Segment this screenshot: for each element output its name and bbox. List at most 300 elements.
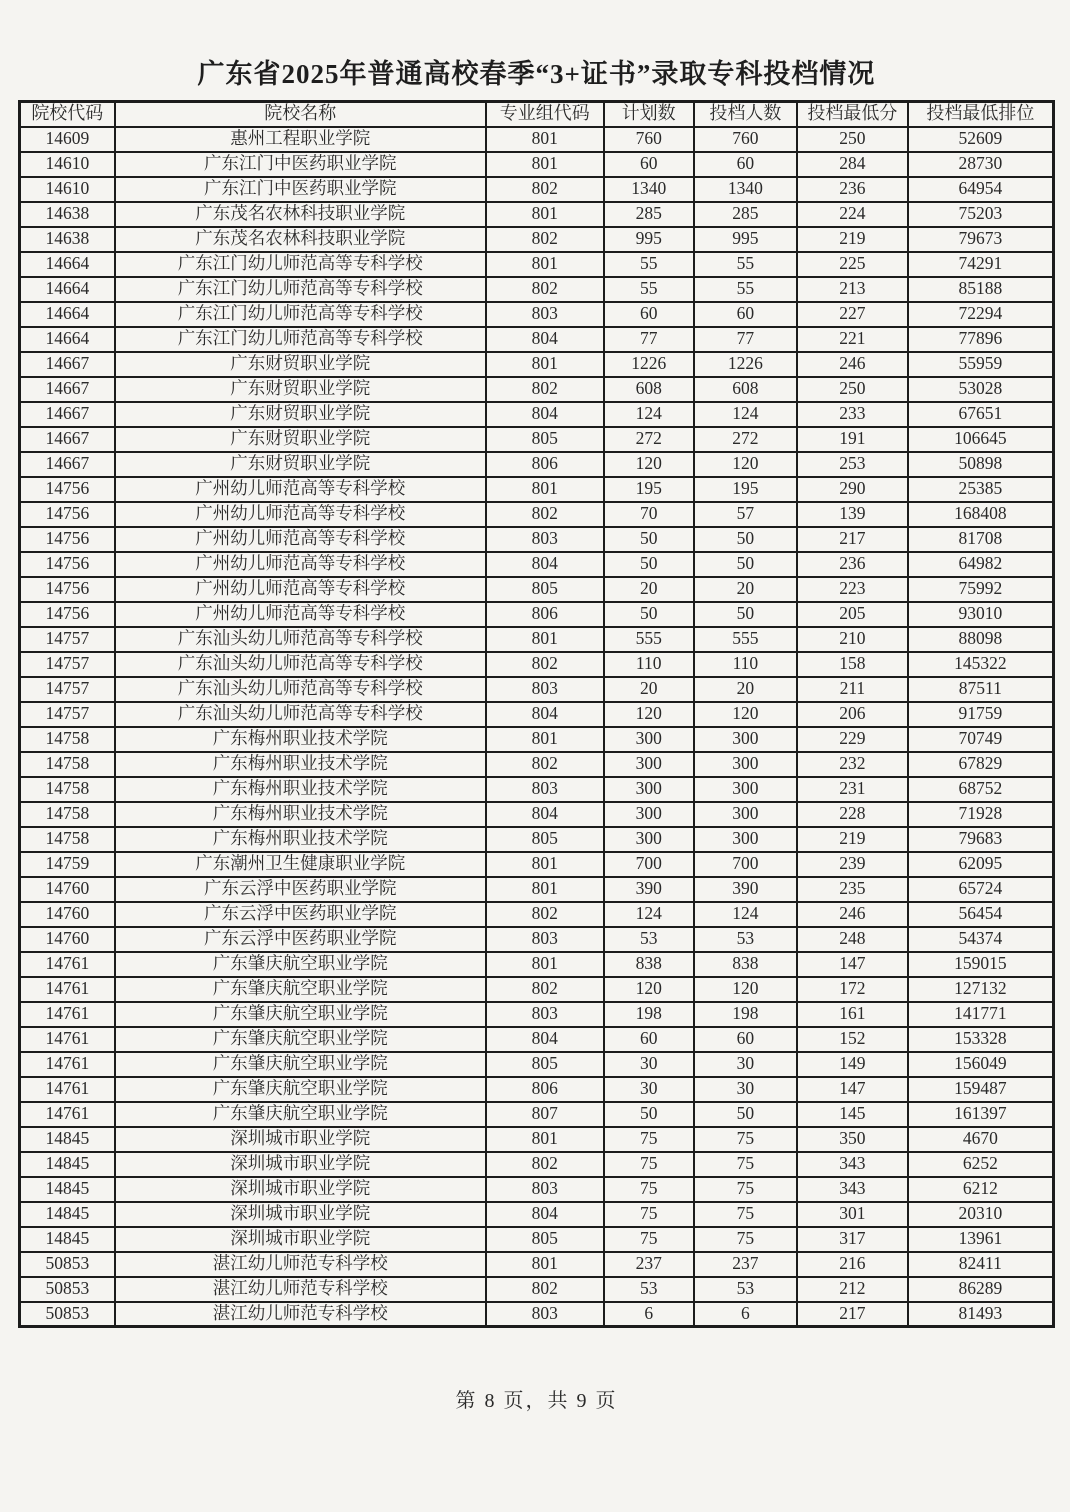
table-cell: 159487 [908,1077,1054,1102]
table-cell: 65724 [908,877,1054,902]
table-cell: 804 [486,327,604,352]
table-cell: 湛江幼儿师范专科学校 [115,1277,486,1302]
table-cell: 广东财贸职业学院 [115,352,486,377]
table-cell: 75203 [908,202,1054,227]
table-cell: 广东江门幼儿师范高等专科学校 [115,277,486,302]
table-cell: 广东江门中医药职业学院 [115,177,486,202]
table-cell: 804 [486,1202,604,1227]
table-cell: 14756 [20,502,115,527]
table-cell: 湛江幼儿师范专科学校 [115,1252,486,1277]
table-cell: 608 [604,377,694,402]
table-cell: 804 [486,1027,604,1052]
table-row [20,777,1054,802]
table-cell: 231 [797,777,908,802]
table-row [20,1002,1054,1027]
table-cell: 广东肇庆航空职业学院 [115,1102,486,1127]
table-cell: 广州幼儿师范高等专科学校 [115,527,486,552]
table-cell: 20 [604,677,694,702]
table-cell: 60 [604,302,694,327]
table-cell: 广东肇庆航空职业学院 [115,1077,486,1102]
table-row [20,127,1054,152]
table-cell: 161 [797,1002,908,1027]
table-cell: 120 [604,977,694,1002]
table-cell: 71928 [908,802,1054,827]
table-cell: 239 [797,852,908,877]
table-cell: 804 [486,702,604,727]
table-row [20,177,1054,202]
table-cell: 广东江门幼儿师范高等专科学校 [115,252,486,277]
table-cell: 802 [486,902,604,927]
table-cell: 120 [694,702,797,727]
table-cell: 216 [797,1252,908,1277]
table-cell: 14756 [20,477,115,502]
table-cell: 广东肇庆航空职业学院 [115,1027,486,1052]
table-cell: 807 [486,1102,604,1127]
table-cell: 14757 [20,627,115,652]
table-cell: 50 [604,552,694,577]
table-row [20,477,1054,502]
table-cell: 161397 [908,1102,1054,1127]
table-row [20,627,1054,652]
table-row [20,602,1054,627]
table-cell: 14757 [20,652,115,677]
table-cell: 14667 [20,402,115,427]
table-cell: 802 [486,977,604,1002]
column-header: 计划数 [604,102,694,127]
table-cell: 205 [797,602,908,627]
table-cell: 237 [694,1252,797,1277]
table-cell: 广东汕头幼儿师范高等专科学校 [115,677,486,702]
table-cell: 995 [694,227,797,252]
table-row [20,227,1054,252]
table-cell: 62095 [908,852,1054,877]
table-cell: 14845 [20,1127,115,1152]
table-cell: 14667 [20,377,115,402]
table-cell: 13961 [908,1227,1054,1252]
table-cell: 804 [486,402,604,427]
table-cell: 191 [797,427,908,452]
table-cell: 246 [797,902,908,927]
table-cell: 广东肇庆航空职业学院 [115,1052,486,1077]
table-cell: 236 [797,552,908,577]
table-cell: 152 [797,1027,908,1052]
table-cell: 608 [694,377,797,402]
table-cell: 801 [486,727,604,752]
table-cell: 124 [604,902,694,927]
table-cell: 88098 [908,627,1054,652]
table-cell: 300 [604,777,694,802]
table-cell: 801 [486,127,604,152]
column-header: 投档最低排位 [908,102,1054,127]
table-cell: 110 [694,652,797,677]
table-cell: 53 [604,927,694,952]
table-cell: 广东江门幼儿师范高等专科学校 [115,327,486,352]
table-cell: 54374 [908,927,1054,952]
table-cell: 6 [604,1302,694,1327]
table-row [20,727,1054,752]
table-cell: 803 [486,777,604,802]
table-cell: 223 [797,577,908,602]
table-cell: 77896 [908,327,1054,352]
table-cell: 广东财贸职业学院 [115,452,486,477]
table-cell: 广东梅州职业技术学院 [115,827,486,852]
table-cell: 804 [486,802,604,827]
table-cell: 14756 [20,577,115,602]
table-cell: 801 [486,202,604,227]
table-row [20,677,1054,702]
table-cell: 1340 [694,177,797,202]
table-cell: 760 [604,127,694,152]
column-header: 院校代码 [20,102,115,127]
table-cell: 14845 [20,1202,115,1227]
table-cell: 75 [694,1177,797,1202]
table-cell: 广东梅州职业技术学院 [115,727,486,752]
table-cell: 72294 [908,302,1054,327]
table-row [20,252,1054,277]
table-cell: 805 [486,1052,604,1077]
table-cell: 14760 [20,902,115,927]
table-cell: 50 [694,552,797,577]
table-row [20,1052,1054,1077]
table-cell: 14610 [20,177,115,202]
table-cell: 14761 [20,977,115,1002]
table-cell: 14756 [20,527,115,552]
table-cell: 广东汕头幼儿师范高等专科学校 [115,702,486,727]
table-cell: 14760 [20,877,115,902]
table-row [20,652,1054,677]
table-cell: 14667 [20,427,115,452]
table-cell: 79673 [908,227,1054,252]
table-cell: 广东云浮中医药职业学院 [115,902,486,927]
table-cell: 801 [486,352,604,377]
table-cell: 6252 [908,1152,1054,1177]
table-cell: 20 [694,677,797,702]
table-row [20,927,1054,952]
table-cell: 74291 [908,252,1054,277]
table-cell: 806 [486,452,604,477]
column-header: 专业组代码 [486,102,604,127]
table-cell: 广州幼儿师范高等专科学校 [115,552,486,577]
table-row [20,552,1054,577]
table-cell: 广东汕头幼儿师范高等专科学校 [115,627,486,652]
table-row [20,577,1054,602]
table-cell: 801 [486,477,604,502]
table-cell: 60 [694,1027,797,1052]
table-cell: 14664 [20,327,115,352]
table-cell: 1226 [694,352,797,377]
table-cell: 广州幼儿师范高等专科学校 [115,577,486,602]
table-cell: 246 [797,352,908,377]
table-cell: 68752 [908,777,1054,802]
table-cell: 14761 [20,1052,115,1077]
table-cell: 198 [694,1002,797,1027]
table-cell: 285 [694,202,797,227]
table-cell: 390 [604,877,694,902]
table-cell: 253 [797,452,908,477]
table-cell: 235 [797,877,908,902]
table-cell: 195 [694,477,797,502]
admission-table [18,100,1055,1328]
table-cell: 272 [604,427,694,452]
table-cell: 838 [694,952,797,977]
table-cell: 93010 [908,602,1054,627]
table-cell: 802 [486,177,604,202]
table-cell: 6212 [908,1177,1054,1202]
table-cell: 805 [486,427,604,452]
table-cell: 390 [694,877,797,902]
table-cell: 25385 [908,477,1054,502]
table-row [20,427,1054,452]
table-cell: 60 [604,152,694,177]
table-cell: 55959 [908,352,1054,377]
table-cell: 75 [694,1152,797,1177]
table-cell: 60 [694,152,797,177]
table-cell: 221 [797,327,908,352]
table-cell: 803 [486,927,604,952]
table-cell: 14609 [20,127,115,152]
table-cell: 广东肇庆航空职业学院 [115,977,486,1002]
table-cell: 195 [604,477,694,502]
table-cell: 350 [797,1127,908,1152]
table-cell: 219 [797,227,908,252]
table-cell: 53 [604,1277,694,1302]
table-row [20,702,1054,727]
table-cell: 124 [694,402,797,427]
table-row [20,352,1054,377]
table-cell: 70749 [908,727,1054,752]
table-cell: 14761 [20,1102,115,1127]
table-cell: 64982 [908,552,1054,577]
table-cell: 广东云浮中医药职业学院 [115,927,486,952]
table-cell: 75 [694,1127,797,1152]
table-cell: 广东汕头幼儿师范高等专科学校 [115,652,486,677]
table-row [20,1177,1054,1202]
table-cell: 50 [604,527,694,552]
table-cell: 50853 [20,1277,115,1302]
table-cell: 53 [694,927,797,952]
table-cell: 91759 [908,702,1054,727]
table-cell: 55 [604,252,694,277]
table-cell: 55 [694,252,797,277]
table-cell: 75 [694,1202,797,1227]
table-cell: 广东梅州职业技术学院 [115,777,486,802]
table-cell: 801 [486,152,604,177]
table-cell: 225 [797,252,908,277]
table-cell: 6 [694,1302,797,1327]
table-header-row [20,102,1054,127]
table-cell: 120 [694,977,797,1002]
table-cell: 139 [797,502,908,527]
table-cell: 700 [604,852,694,877]
table-cell: 广东财贸职业学院 [115,377,486,402]
table-cell: 802 [486,1152,604,1177]
table-cell: 50 [694,527,797,552]
table-cell: 4670 [908,1127,1054,1152]
table-cell: 广东茂名农林科技职业学院 [115,227,486,252]
table-cell: 700 [694,852,797,877]
table-cell: 555 [604,627,694,652]
table-cell: 300 [604,727,694,752]
table-cell: 50 [694,1102,797,1127]
table-cell: 801 [486,1252,604,1277]
table-cell: 147 [797,952,908,977]
table-cell: 14758 [20,802,115,827]
table-cell: 87511 [908,677,1054,702]
table-cell: 801 [486,877,604,902]
table-cell: 14664 [20,302,115,327]
table-cell: 14756 [20,602,115,627]
table-cell: 995 [604,227,694,252]
table-cell: 285 [604,202,694,227]
table-cell: 75 [604,1152,694,1177]
table-cell: 198 [604,1002,694,1027]
table-cell: 14638 [20,202,115,227]
table-row [20,277,1054,302]
table-cell: 802 [486,1277,604,1302]
table-cell: 广州幼儿师范高等专科学校 [115,477,486,502]
page-title: 广东省2025年普通高校春季“3+证书”录取专科投档情况 [197,59,876,89]
table-row [20,1277,1054,1302]
table-cell: 124 [694,902,797,927]
table-cell: 228 [797,802,908,827]
table-cell: 14757 [20,702,115,727]
table-cell: 804 [486,552,604,577]
table-cell: 52609 [908,127,1054,152]
table-cell: 145 [797,1102,908,1127]
table-cell: 75 [604,1127,694,1152]
table-row [20,852,1054,877]
table-cell: 147 [797,1077,908,1102]
table-cell: 惠州工程职业学院 [115,127,486,152]
table-cell: 120 [694,452,797,477]
table-cell: 300 [694,802,797,827]
table-cell: 湛江幼儿师范专科学校 [115,1302,486,1327]
table-cell: 广东肇庆航空职业学院 [115,952,486,977]
table-cell: 70 [604,502,694,527]
table-body [20,127,1054,1327]
table-cell: 14761 [20,1077,115,1102]
page-number: 第 8 页，共 9 页 [455,1390,618,1412]
table-cell: 55 [694,277,797,302]
table-cell: 14638 [20,227,115,252]
table-cell: 127132 [908,977,1054,1002]
table-row [20,1077,1054,1102]
table-cell: 14757 [20,677,115,702]
table-cell: 67651 [908,402,1054,427]
table-cell: 803 [486,1177,604,1202]
table-cell: 广东财贸职业学院 [115,427,486,452]
table-cell: 801 [486,952,604,977]
table-cell: 219 [797,827,908,852]
table-cell: 50 [694,602,797,627]
table-row [20,877,1054,902]
table-cell: 14667 [20,452,115,477]
table-row [20,527,1054,552]
table-cell: 广州幼儿师范高等专科学校 [115,602,486,627]
table-cell: 300 [604,752,694,777]
table-cell: 81708 [908,527,1054,552]
table-cell: 300 [604,827,694,852]
table-cell: 深圳城市职业学院 [115,1152,486,1177]
table-cell: 14845 [20,1152,115,1177]
table-row [20,827,1054,852]
table-cell: 803 [486,527,604,552]
table-cell: 广东肇庆航空职业学院 [115,1002,486,1027]
table-cell: 300 [694,727,797,752]
table-cell: 20 [694,577,797,602]
table-cell: 802 [486,752,604,777]
table-cell: 555 [694,627,797,652]
table-cell: 深圳城市职业学院 [115,1202,486,1227]
table-cell: 232 [797,752,908,777]
table-cell: 14845 [20,1227,115,1252]
table-cell: 30 [604,1077,694,1102]
table-cell: 300 [694,827,797,852]
table-cell: 110 [604,652,694,677]
table-cell: 28730 [908,152,1054,177]
table-cell: 802 [486,652,604,677]
table-cell: 14758 [20,777,115,802]
table-cell: 14756 [20,552,115,577]
table-cell: 14664 [20,277,115,302]
table-cell: 广东梅州职业技术学院 [115,802,486,827]
table-cell: 广东梅州职业技术学院 [115,752,486,777]
table-cell: 30 [694,1052,797,1077]
table-cell: 805 [486,577,604,602]
table-cell: 50 [604,1102,694,1127]
table-cell: 217 [797,1302,908,1327]
table-cell: 14758 [20,727,115,752]
table-cell: 50 [604,602,694,627]
table-cell: 50853 [20,1252,115,1277]
table-cell: 145322 [908,652,1054,677]
table-cell: 55 [604,277,694,302]
table-cell: 272 [694,427,797,452]
table-cell: 20310 [908,1202,1054,1227]
table-cell: 206 [797,702,908,727]
table-cell: 248 [797,927,908,952]
table-row [20,377,1054,402]
table-cell: 14760 [20,927,115,952]
table-row [20,202,1054,227]
table-cell: 深圳城市职业学院 [115,1127,486,1152]
table-cell: 802 [486,277,604,302]
table-cell: 250 [797,127,908,152]
table-cell: 211 [797,677,908,702]
table-cell: 212 [797,1277,908,1302]
table-cell: 124 [604,402,694,427]
table-row [20,902,1054,927]
table-cell: 838 [604,952,694,977]
table-cell: 301 [797,1202,908,1227]
table-row [20,152,1054,177]
table-row [20,402,1054,427]
table-cell: 153328 [908,1027,1054,1052]
table-cell: 14759 [20,852,115,877]
table-row [20,1102,1054,1127]
table-cell: 14761 [20,952,115,977]
table-cell: 236 [797,177,908,202]
table-row [20,802,1054,827]
table-cell: 106645 [908,427,1054,452]
table-cell: 60 [694,302,797,327]
table-cell: 85188 [908,277,1054,302]
table-cell: 233 [797,402,908,427]
table-cell: 75 [604,1177,694,1202]
table-cell: 75 [694,1227,797,1252]
table-row [20,327,1054,352]
table-row [20,1152,1054,1177]
